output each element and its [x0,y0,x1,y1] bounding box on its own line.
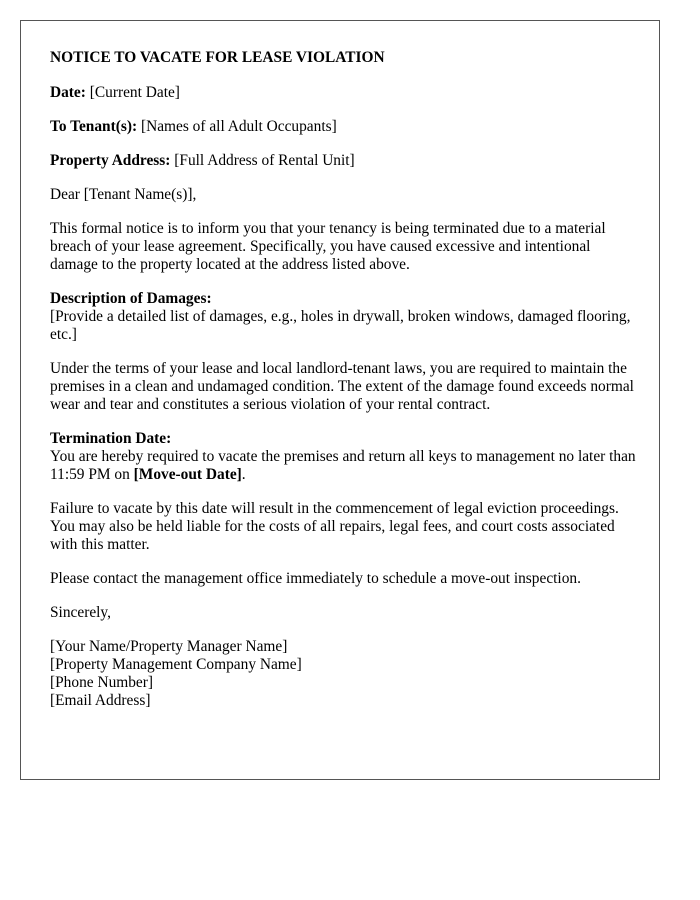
document-page [20,20,660,780]
address-value: [Full Address of Rental Unit] [174,152,355,169]
tenant-label: To Tenant(s): [50,118,138,135]
intro-paragraph: This formal notice is to inform you that your tenancy is being terminated due to a material breach of your lease agreement. Specifically, you have caused excessive and intentional damage to the property located at the address listed above. [50,220,606,273]
signature-company: [Property Management Company Name] [50,656,302,673]
date-value: [Current Date] [89,84,180,101]
salutation: Dear [Tenant Name(s)], [50,186,197,203]
contact-paragraph: Please contact the management office immediately to schedule a move-out inspection. [50,570,581,587]
failure-paragraph: Failure to vacate by this date will result in the commencement of legal eviction proceedings. You may also be held liable for the costs of all repairs, legal fees, and court costs associated with this matter. [50,500,619,553]
signature-block [50,638,640,710]
termination-period: . [241,466,246,483]
damages-heading: Description of Damages: [50,290,212,307]
document-title: NOTICE TO VACATE FOR LEASE VIOLATION [50,49,385,66]
date-label: Date: [50,84,86,101]
signature-phone: [Phone Number] [50,674,154,691]
tenant-value: [Names of all Adult Occupants] [140,118,337,135]
terms-paragraph: Under the terms of your lease and local landlord-tenant laws, you are required to maintain the premises in a clean and undamaged condition. The extent of the damage found exceeds normal wear and tear and constitutes a serious violation of your rental contract. [50,360,634,413]
signature-name: [Your Name/Property Manager Name] [50,638,288,655]
termination-text: You are hereby required to vacate the premises and return all keys to management no later than 11:59 PM on [50,448,636,483]
termination-heading: Termination Date: [50,430,172,447]
signature-email: [Email Address] [50,692,151,709]
address-line [50,152,640,170]
address-label: Property Address: [50,152,171,169]
damages-text: [Provide a detailed list of damages, e.g., holes in drywall, broken windows, damaged flooring, etc.] [50,308,631,343]
move-out-date: [Move-out Date] [133,466,242,483]
damages-section [50,290,640,344]
closing: Sincerely, [50,604,111,621]
date-line [50,84,640,102]
termination-section [50,430,640,484]
letter-body [50,49,640,726]
tenant-line [50,118,640,136]
